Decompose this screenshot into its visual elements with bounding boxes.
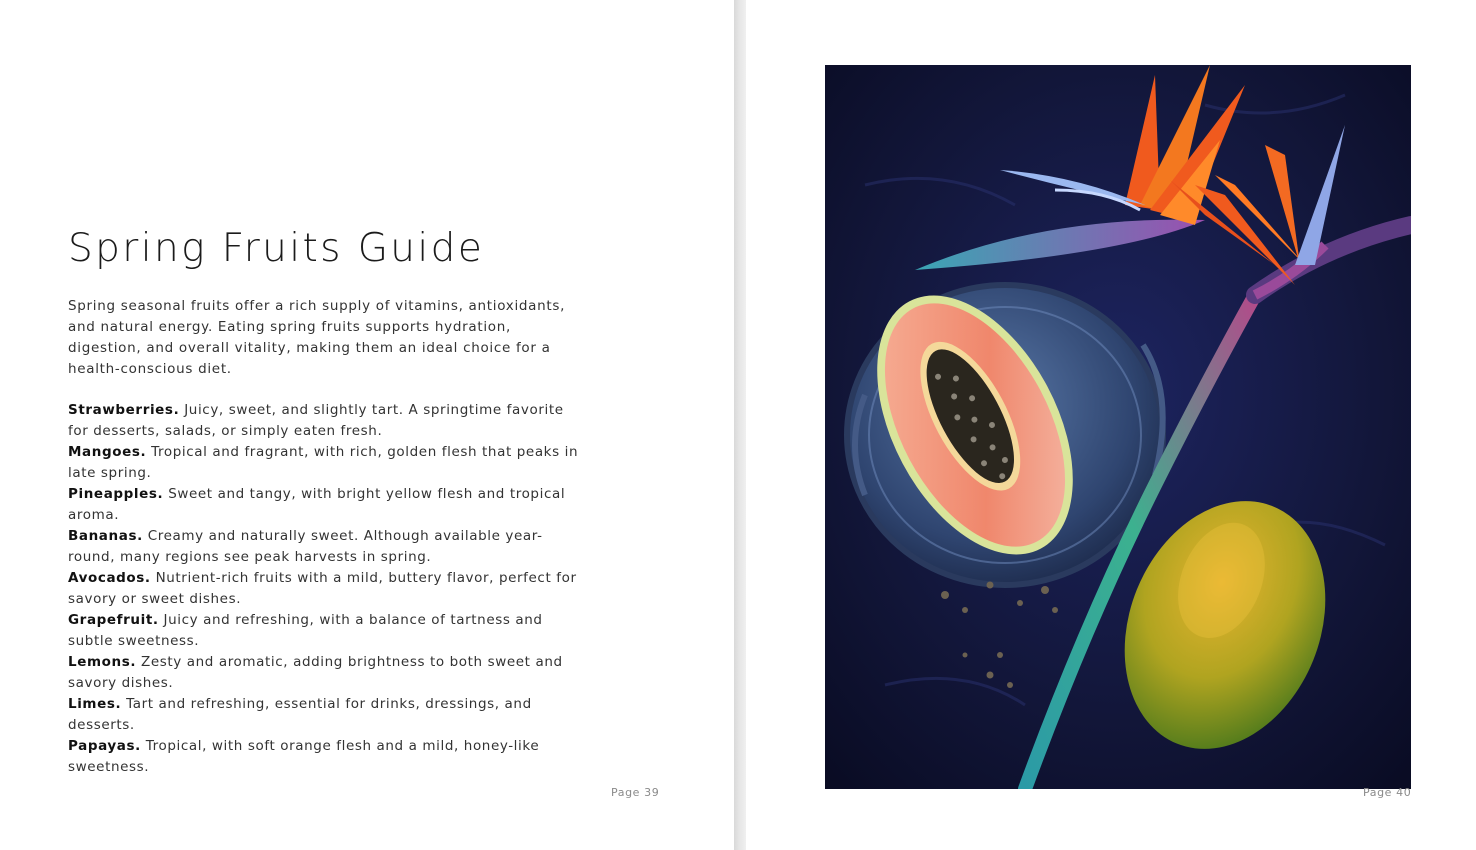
fruit-description: Tropical and fragrant, with rich, golden flesh that peaks in late spring. (68, 444, 579, 481)
left-page (0, 0, 734, 850)
fruit-description: Creamy and naturally sweet. Although available year-round, many regions see peak harvests in spring. (68, 528, 543, 565)
list-item (68, 484, 580, 526)
right-page (746, 0, 1476, 850)
list-item (68, 526, 580, 568)
fruit-name: Avocados. (68, 570, 151, 586)
papaya-and-bird-of-paradise-photo (825, 65, 1411, 789)
fruit-description: Tropical, with soft orange flesh and a mild, honey-like sweetness. (68, 738, 540, 775)
photo-illustration (825, 65, 1411, 789)
list-item (68, 610, 580, 652)
fruit-name: Mangoes. (68, 444, 147, 460)
fruit-description: Nutrient-rich fruits with a mild, buttery flavor, perfect for savory or sweet dishes. (68, 570, 577, 607)
intro-paragraph: Spring seasonal fruits offer a rich supply of vitamins, antioxidants, and natural energy. Eating spring fruits supports hydration, digestion, and overall vitality, making them an ideal choice for a health-conscious diet. (68, 298, 566, 377)
list-item (68, 694, 580, 736)
fruit-description: Juicy, sweet, and slightly tart. A springtime favorite for desserts, salads, or simply eaten fresh. (68, 402, 564, 439)
fruit-list (68, 400, 580, 778)
page-number: Page 40 (1363, 786, 1412, 799)
fruit-description: Sweet and tangy, with bright yellow flesh and tropical aroma. (68, 486, 566, 523)
book-spine (734, 0, 746, 850)
page-number: Page 39 (611, 786, 660, 799)
fruit-name: Bananas. (68, 528, 143, 544)
fruit-name: Strawberries. (68, 402, 180, 418)
list-item (68, 736, 580, 778)
fruit-name: Lemons. (68, 654, 137, 670)
fruit-description: Juicy and refreshing, with a balance of tartness and subtle sweetness. (68, 612, 543, 649)
list-item (68, 400, 580, 442)
fruit-name: Pineapples. (68, 486, 164, 502)
fruit-description: Zesty and aromatic, adding brightness to both sweet and savory dishes. (68, 654, 563, 691)
fruit-name: Limes. (68, 696, 122, 712)
list-item (68, 442, 580, 484)
fruit-name: Papayas. (68, 738, 141, 754)
fruit-name: Grapefruit. (68, 612, 159, 628)
page-title: Spring Fruits Guide (68, 226, 485, 271)
fruit-description: Tart and refreshing, essential for drinks, dressings, and desserts. (68, 696, 532, 733)
list-item (68, 568, 580, 610)
list-item (68, 652, 580, 694)
